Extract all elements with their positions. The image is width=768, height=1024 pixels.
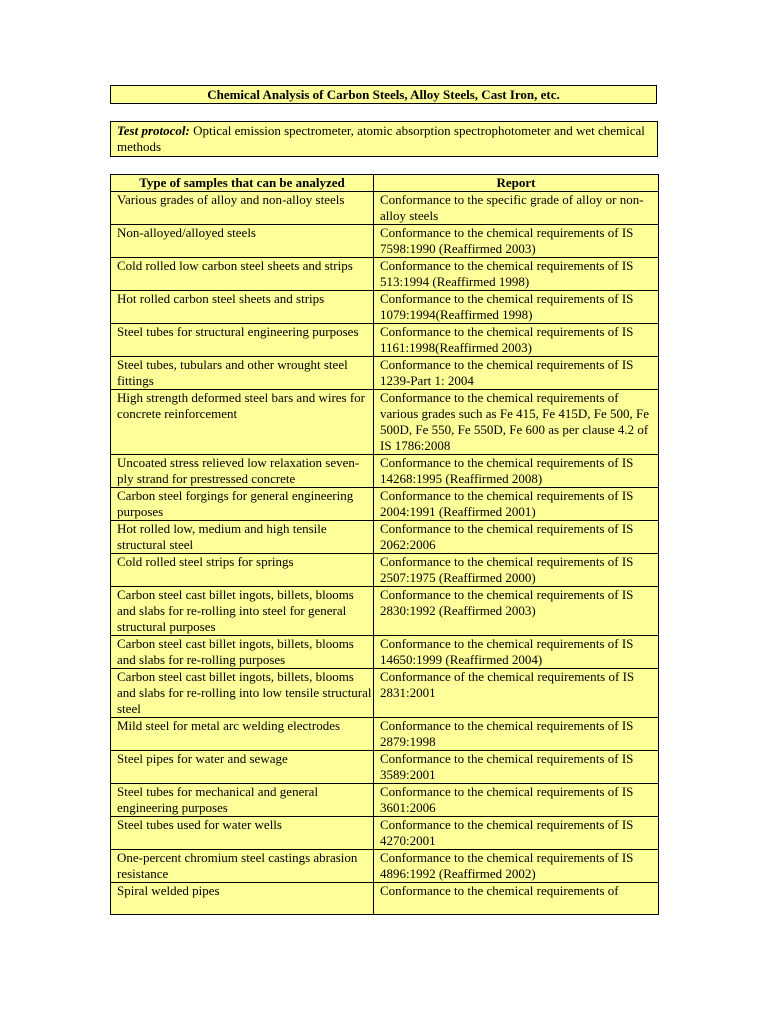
sample-type-cell: Steel tubes for mechanical and general engineering purposes — [111, 784, 374, 817]
table-row — [111, 521, 659, 554]
report-cell: Conformance to the chemical requirements of — [374, 883, 659, 915]
sample-type-cell: Carbon steel cast billet ingots, billets, blooms and slabs for re-rolling purposes — [111, 636, 374, 669]
table-row — [111, 751, 659, 784]
sample-type-cell: One-percent chromium steel castings abrasion resistance — [111, 850, 374, 883]
table-row — [111, 554, 659, 587]
report-cell: Conformance to the chemical requirements of IS 1079:1994(Reaffirmed 1998) — [374, 291, 659, 324]
table-row — [111, 636, 659, 669]
report-cell: Conformance to the chemical requirements of IS 2830:1992 (Reaffirmed 2003) — [374, 587, 659, 636]
table-row — [111, 225, 659, 258]
sample-type-cell: Steel pipes for water and sewage — [111, 751, 374, 784]
sample-type-cell: Uncoated stress relieved low relaxation seven-ply strand for prestressed concrete — [111, 455, 374, 488]
table-row — [111, 291, 659, 324]
samples-table — [110, 174, 659, 915]
report-cell: Conformance to the chemical requirements of IS 513:1994 (Reaffirmed 1998) — [374, 258, 659, 291]
table-row — [111, 455, 659, 488]
table-row — [111, 883, 659, 915]
sample-type-cell: Carbon steel cast billet ingots, billets, blooms and slabs for re-rolling into low tensile structural steel — [111, 669, 374, 718]
test-protocol-label: Test protocol: — [117, 123, 190, 138]
table-row — [111, 488, 659, 521]
report-cell: Conformance to the chemical requirements of IS 7598:1990 (Reaffirmed 2003) — [374, 225, 659, 258]
sample-type-cell: Various grades of alloy and non-alloy steels — [111, 192, 374, 225]
report-cell: Conformance to the chemical requirements of various grades such as Fe 415, Fe 415D, Fe 500, Fe 500D, Fe 550, Fe 550D, Fe 600 as per clause 4.2 of IS 1786:2008 — [374, 390, 659, 455]
table-row — [111, 258, 659, 291]
test-protocol-text: Optical emission spectrometer, atomic absorption spectrophotometer and wet chemical methods — [117, 123, 645, 154]
table-row — [111, 390, 659, 455]
header-sample-type: Type of samples that can be analyzed — [111, 175, 374, 192]
report-cell: Conformance to the chemical requirements of IS 14268:1995 (Reaffirmed 2008) — [374, 455, 659, 488]
table-row — [111, 718, 659, 751]
report-cell: Conformance to the chemical requirements of IS 2879:1998 — [374, 718, 659, 751]
table-header-row — [111, 175, 659, 192]
table-row — [111, 357, 659, 390]
report-cell: Conformance to the chemical requirements of IS 1239-Part 1: 2004 — [374, 357, 659, 390]
report-cell: Conformance to the chemical requirements of IS 14650:1999 (Reaffirmed 2004) — [374, 636, 659, 669]
report-cell: Conformance to the specific grade of alloy or non-alloy steels — [374, 192, 659, 225]
test-protocol-box — [110, 121, 658, 157]
report-cell: Conformance to the chemical requirements of IS 2004:1991 (Reaffirmed 2001) — [374, 488, 659, 521]
table-row — [111, 587, 659, 636]
sample-type-cell: Cold rolled low carbon steel sheets and strips — [111, 258, 374, 291]
sample-type-cell: Spiral welded pipes — [111, 883, 374, 915]
sample-type-cell: Steel tubes, tubulars and other wrought steel fittings — [111, 357, 374, 390]
report-cell: Conformance to the chemical requirements of IS 4270:2001 — [374, 817, 659, 850]
report-cell: Conformance to the chemical requirements of IS 4896:1992 (Reaffirmed 2002) — [374, 850, 659, 883]
table-row — [111, 192, 659, 225]
sample-type-cell: Hot rolled low, medium and high tensile structural steel — [111, 521, 374, 554]
sample-type-cell: Cold rolled steel strips for springs — [111, 554, 374, 587]
report-cell: Conformance to the chemical requirements of IS 2507:1975 (Reaffirmed 2000) — [374, 554, 659, 587]
report-cell: Conformance to the chemical requirements of IS 2062:2006 — [374, 521, 659, 554]
report-cell: Conformance to the chemical requirements of IS 3589:2001 — [374, 751, 659, 784]
report-cell: Conformance to the chemical requirements of IS 1161:1998(Reaffirmed 2003) — [374, 324, 659, 357]
sample-type-cell: Non-alloyed/alloyed steels — [111, 225, 374, 258]
sample-type-cell: Steel tubes used for water wells — [111, 817, 374, 850]
sample-type-cell: Carbon steel cast billet ingots, billets, blooms and slabs for re-rolling into steel for general structural purposes — [111, 587, 374, 636]
sample-type-cell: Mild steel for metal arc welding electrodes — [111, 718, 374, 751]
table-row — [111, 324, 659, 357]
document-title: Chemical Analysis of Carbon Steels, Alloy Steels, Cast Iron, etc. — [110, 85, 657, 104]
report-cell: Conformance to the chemical requirements of IS 3601:2006 — [374, 784, 659, 817]
sample-type-cell: High strength deformed steel bars and wires for concrete reinforcement — [111, 390, 374, 455]
table-row — [111, 784, 659, 817]
sample-type-cell: Steel tubes for structural engineering purposes — [111, 324, 374, 357]
table-row — [111, 850, 659, 883]
table-row — [111, 817, 659, 850]
sample-type-cell: Hot rolled carbon steel sheets and strips — [111, 291, 374, 324]
table-row — [111, 669, 659, 718]
sample-type-cell: Carbon steel forgings for general engineering purposes — [111, 488, 374, 521]
header-report: Report — [374, 175, 659, 192]
report-cell: Conformance of the chemical requirements of IS 2831:2001 — [374, 669, 659, 718]
